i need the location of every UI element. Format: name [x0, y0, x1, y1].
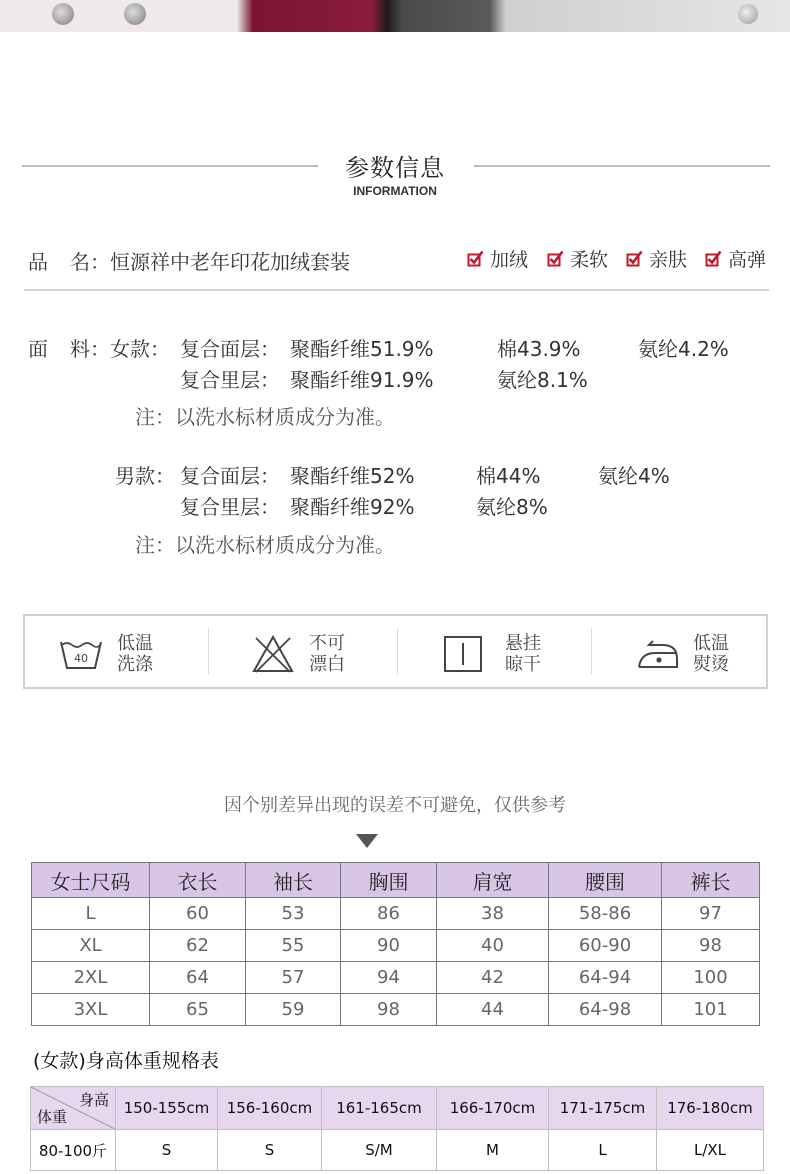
section-subtitle: INFORMATION [353, 184, 437, 198]
sofa-button-decoration [738, 4, 758, 24]
feature-item [467, 245, 528, 272]
table-cell: 94 [341, 962, 437, 994]
table-cell: M [437, 1130, 549, 1171]
care-label-line2: 熨烫 [693, 653, 729, 675]
table-header-cell: 161-165cm [322, 1087, 437, 1130]
table-cell: L/XL [657, 1130, 764, 1171]
table-header-cell: 176-180cm [657, 1087, 764, 1130]
feature-item [705, 245, 766, 272]
checkbox-checked-icon [705, 250, 722, 267]
table-row [31, 1130, 764, 1171]
table-header-cell: 150-155cm [116, 1087, 218, 1130]
fabric-label-1: 面 [28, 337, 48, 361]
table-cell: 60-90 [549, 930, 662, 962]
table-header-cell: 171-175cm [549, 1087, 657, 1130]
care-item-wash [59, 616, 153, 691]
hang-dry-icon [443, 635, 483, 673]
women-inner-1: 聚酯纤维91.9% [290, 368, 434, 392]
table-cell: S [218, 1130, 322, 1171]
table-cell: 98 [662, 930, 760, 962]
men-outer-3: 氨纶4% [598, 464, 670, 488]
table-header-cell: 衣长 [150, 863, 246, 898]
body-size-table [30, 1086, 764, 1171]
table-cell: 62 [150, 930, 246, 962]
care-divider [397, 628, 398, 674]
down-arrow-icon [356, 834, 378, 848]
table-cell: 55 [246, 930, 341, 962]
size-table [31, 862, 760, 1026]
table-cell: 90 [341, 930, 437, 962]
table-cell: 40 [437, 930, 549, 962]
table-header-cell: 肩宽 [437, 863, 549, 898]
product-name-key-1: 品 [28, 250, 48, 274]
table-cell: 98 [341, 994, 437, 1026]
table-cell: 101 [662, 994, 760, 1026]
corner-height-label: 身高 [78, 1091, 109, 1109]
product-name [28, 246, 350, 275]
body-table-title: (女款)身高体重规格表 [33, 1050, 219, 1072]
care-item-dry [443, 616, 541, 691]
divider [24, 289, 769, 291]
men-label: 男款： [115, 464, 175, 488]
table-cell: S/M [322, 1130, 437, 1171]
table-cell: 64 [150, 962, 246, 994]
table-cell: 3XL [32, 994, 150, 1026]
women-note: 注：以洗水标材质成分为准。 [135, 405, 395, 429]
men-note: 注：以洗水标材质成分为准。 [135, 533, 395, 557]
product-photo-strip [0, 0, 790, 32]
table-cell: S [116, 1130, 218, 1171]
care-label-line1: 低温 [693, 632, 729, 654]
sofa-button-decoration [124, 3, 146, 25]
care-item-iron [637, 616, 729, 691]
care-label-line2: 洗涤 [117, 653, 153, 675]
section-title: 参数信息 [345, 154, 445, 182]
table-cell: 100 [662, 962, 760, 994]
table-cell: 80-100斤 [31, 1130, 116, 1171]
table-row [32, 962, 760, 994]
product-name-key-2: 名 [70, 250, 90, 274]
men-outer-label: 复合面层： [180, 464, 280, 488]
table-cell: 86 [341, 898, 437, 930]
fabric-label-2: 料：女款： [70, 337, 170, 361]
care-label-line1: 不可 [309, 632, 345, 654]
feature-item [626, 245, 687, 272]
care-label-line2: 漂白 [309, 653, 345, 675]
table-cell: XL [32, 930, 150, 962]
table-cell: 59 [246, 994, 341, 1026]
table-header-cell: 156-160cm [218, 1087, 322, 1130]
table-cell: 64-98 [549, 994, 662, 1026]
size-table-header [32, 863, 760, 898]
low-iron-icon [637, 637, 679, 671]
table-row [32, 898, 760, 930]
feature-item [547, 245, 608, 272]
care-divider [208, 628, 209, 674]
table-cell: L [549, 1130, 657, 1171]
men-outer-2: 棉44% [476, 464, 541, 488]
feature-label: 柔软 [570, 249, 609, 271]
women-inner-2: 氨纶8.1% [497, 368, 588, 392]
care-label-line1: 低温 [117, 632, 153, 654]
care-divider [591, 628, 592, 674]
table-cell: 60 [150, 898, 246, 930]
table-row [32, 930, 760, 962]
disclaimer-text: 因个别差异出现的误差不可避免，仅供参考 [224, 795, 566, 816]
table-cell: 44 [437, 994, 549, 1026]
men-outer-1: 聚酯纤维52% [290, 464, 415, 488]
women-outer-label: 复合面层： [180, 337, 280, 361]
table-cell: 38 [437, 898, 549, 930]
men-inner-label: 复合里层： [180, 495, 280, 519]
table-cell: 64-94 [549, 962, 662, 994]
women-inner-label: 复合里层： [180, 368, 280, 392]
feature-label: 高弹 [728, 249, 767, 271]
men-inner-2: 氨纶8% [476, 495, 548, 519]
wash-40-icon [59, 636, 103, 672]
table-header-cell: 腰围 [549, 863, 662, 898]
checkbox-checked-icon [547, 250, 564, 267]
care-item-bleach [251, 616, 345, 691]
care-label-line1: 悬挂 [505, 632, 541, 654]
men-inner-1: 聚酯纤维92% [290, 495, 415, 519]
table-header-cell: 胸围 [341, 863, 437, 898]
table-header-cell: 166-170cm [437, 1087, 549, 1130]
table-cell: 2XL [32, 962, 150, 994]
product-name-value: ：恒源祥中老年印花加绒套装 [90, 250, 350, 274]
feature-label: 亲肤 [649, 249, 688, 271]
checkbox-checked-icon [467, 250, 484, 267]
women-outer-2: 棉43.9% [497, 337, 581, 361]
feature-label: 加绒 [490, 249, 529, 271]
women-outer-1: 聚酯纤维51.9% [290, 337, 434, 361]
table-header-cell: 袖长 [246, 863, 341, 898]
sofa-button-decoration [52, 3, 74, 25]
table-header-cell: 裤长 [662, 863, 760, 898]
table-cell: 65 [150, 994, 246, 1026]
table-cell: 53 [246, 898, 341, 930]
women-outer-3: 氨纶4.2% [638, 337, 729, 361]
table-cell: 58-86 [549, 898, 662, 930]
table-row [32, 994, 760, 1026]
corner-weight-label: 体重 [37, 1108, 68, 1126]
checkbox-checked-icon [626, 250, 643, 267]
body-table-header [31, 1087, 764, 1130]
table-cell: 97 [662, 898, 760, 930]
table-header-cell: 女士尺码 [32, 863, 150, 898]
table-cell: 57 [246, 962, 341, 994]
table-cell: 42 [437, 962, 549, 994]
care-instructions [23, 614, 768, 689]
corner-header-cell [31, 1087, 116, 1130]
table-cell: L [32, 898, 150, 930]
no-bleach-icon [251, 634, 295, 674]
wash-temperature: 40 [74, 651, 88, 665]
care-label-line2: 晾干 [505, 653, 541, 675]
